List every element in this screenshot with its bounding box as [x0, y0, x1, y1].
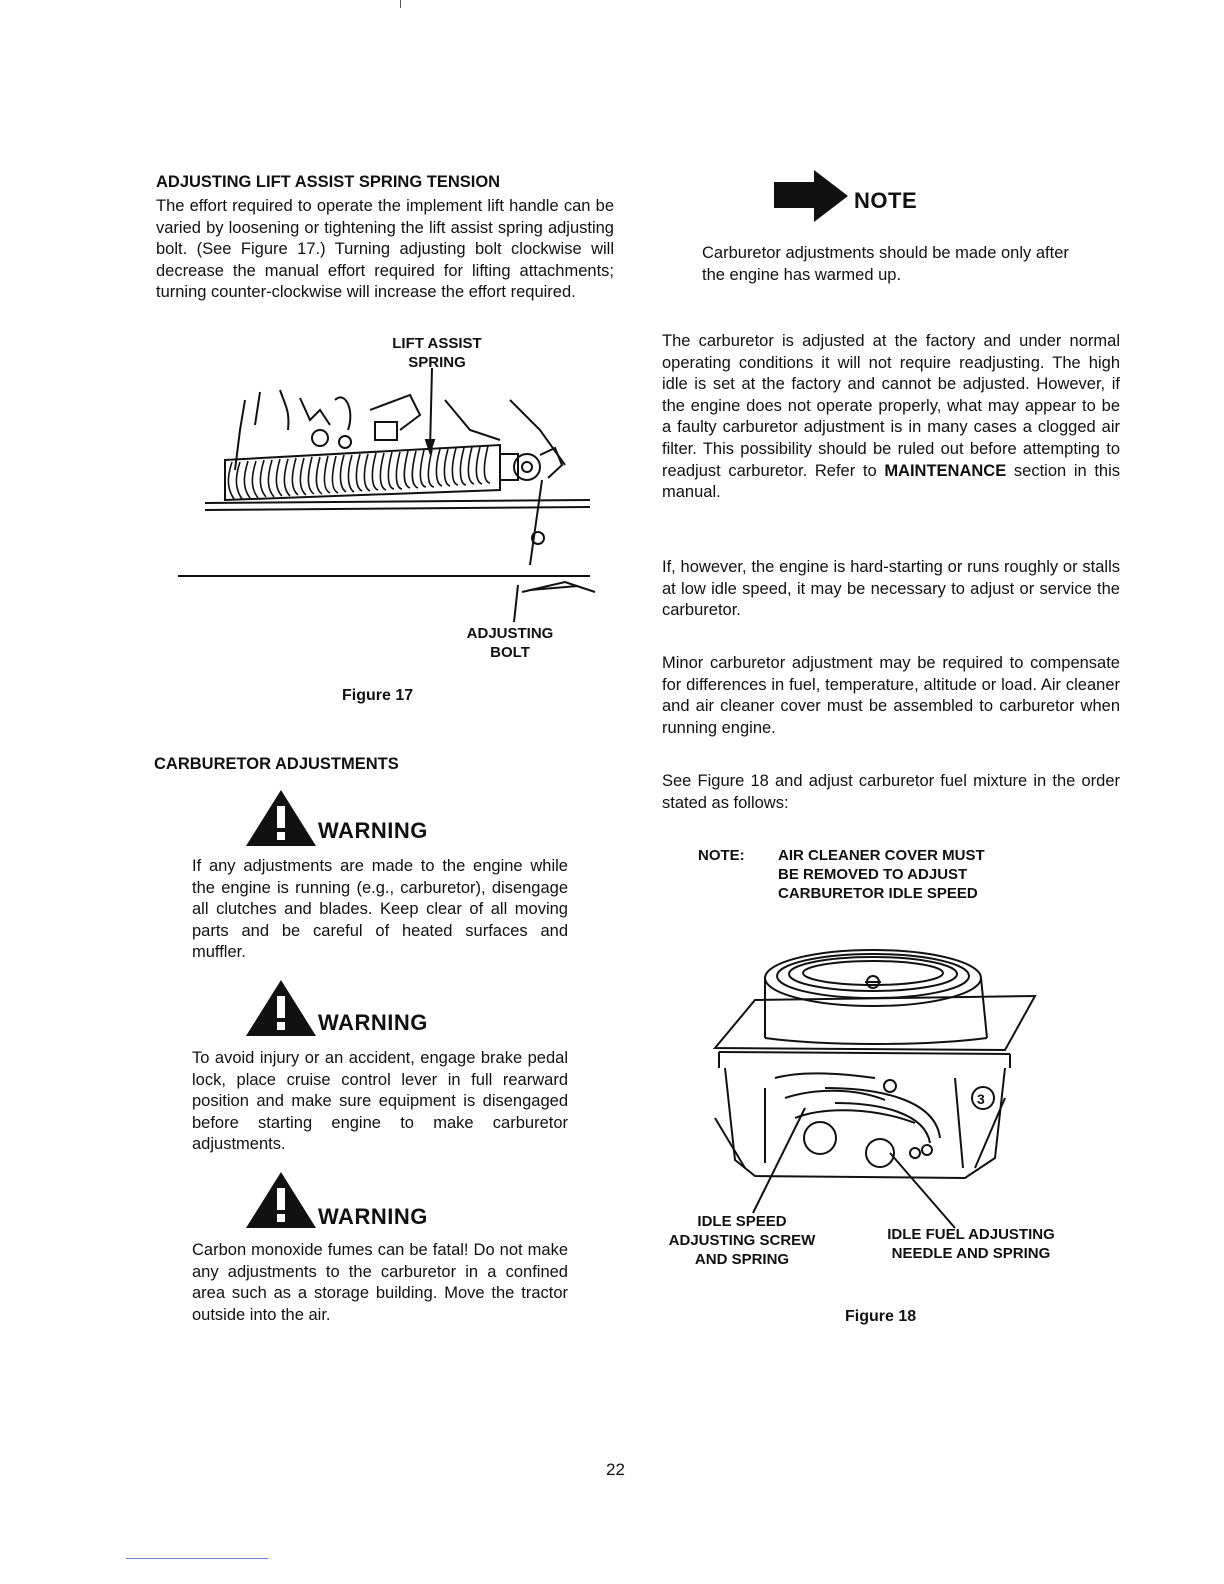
- figure-17-illustration: [170, 370, 600, 630]
- label-idle-speed-line3: AND SPRING: [694, 1251, 790, 1268]
- note-header: [774, 170, 964, 222]
- air-cleaner-note-line3: CARBURETOR IDLE SPEED: [778, 885, 978, 902]
- label-idle-fuel-line1: IDLE FUEL ADJUSTING: [887, 1226, 1055, 1243]
- figure-18-callout-3: 3: [977, 1091, 985, 1107]
- air-cleaner-note: [698, 846, 1058, 908]
- warning-1-text: If any adjustments are made to the engine while the engine is running (e.g., carburetor), disengage all clutches and blades. Keep clear of all moving parts and be careful of heated surfaces and muffler.: [192, 857, 568, 962]
- warning-2-header: [246, 980, 466, 1036]
- label-idle-speed-line2: ADJUSTING SCREW: [668, 1232, 816, 1249]
- air-cleaner-note-label: NOTE:: [698, 847, 745, 864]
- note-text: Carburetor adjustments should be made only after the engine has warmed up.: [702, 244, 1069, 284]
- warning-2-text: To avoid injury or an accident, engage brake pedal lock, place cruise control lever in full rearward position and make sure equipment is disengaged before starting engine to make carburetor adjustments.: [192, 1049, 568, 1154]
- figure-17-caption: Figure 17: [342, 687, 414, 704]
- warning-3-header: [246, 1172, 466, 1228]
- label-idle-fuel-needle: [864, 1225, 1078, 1263]
- air-cleaner-note-line1: AIR CLEANER COVER MUST: [778, 847, 985, 864]
- arrow-right-icon: [774, 170, 848, 222]
- warning-3-title: WARNING: [318, 1204, 428, 1229]
- label-adjusting-bolt-line1: ADJUSTING: [466, 625, 554, 642]
- carburetor-paragraph-1: [662, 331, 1120, 504]
- warning-1-header: [246, 790, 466, 846]
- figure-18-illustration: [705, 938, 1045, 1198]
- label-lift-assist-spring-line2: SPRING: [408, 354, 466, 371]
- label-idle-fuel-line2: NEEDLE AND SPRING: [891, 1245, 1051, 1262]
- carburetor-adjustments-heading: CARBURETOR ADJUSTMENTS: [154, 755, 399, 773]
- lift-assist-body: The effort required to operate the implement lift handle can be varied by loosening or tightening the lift assist spring adjusting bolt. (See Figure 17.) Turning adjusting bolt clockwise will decrease the manual effort required for lifting attachments; turning counter-clockwise will increase the effort required.: [156, 197, 614, 302]
- label-idle-speed-line1: IDLE SPEED: [697, 1213, 787, 1230]
- paragraph-1-text: The carburetor is adjusted at the factory and under normal operating conditions it will not require readjusting. The high idle is set at the factory and cannot be adjusted. However, if the engine does not operate properly, what may appear to be a faulty carburetor adjustment is in many cases a clogged air filter. This possibility should be ruled out before attempting to readjust carburetor. Refer to: [662, 332, 1120, 480]
- maintenance-keyword: MAINTENANCE: [884, 461, 1007, 480]
- air-cleaner-note-line2: BE REMOVED TO ADJUST: [778, 866, 968, 883]
- paragraph-1-text-end: section in this manual.: [662, 461, 1120, 502]
- warning-2-title: WARNING: [318, 1010, 428, 1035]
- carburetor-paragraph-4: See Figure 18 and adjust carburetor fuel mixture in the order stated as follows:: [662, 772, 1120, 812]
- air-cleaner-note-text: [778, 846, 985, 903]
- warning-3-text: Carbon monoxide fumes can be fatal! Do not make any adjustments to the carburetor in a confined area such as a storage building. Move the tractor outside into the air.: [192, 1241, 568, 1324]
- note-title: NOTE: [854, 188, 918, 213]
- warning-1-title: WARNING: [318, 818, 428, 843]
- label-adjusting-bolt: [450, 624, 570, 662]
- warning-triangle-icon: [246, 1172, 316, 1228]
- label-idle-speed-screw: [650, 1212, 834, 1269]
- warning-triangle-icon: [246, 980, 316, 1036]
- label-adjusting-bolt-line2: BOLT: [490, 644, 530, 661]
- figure-18-caption: Figure 18: [845, 1308, 917, 1325]
- carburetor-paragraph-3: Minor carburetor adjustment may be required to compensate for differences in fuel, temperature, altitude or load. Air cleaner and air cleaner cover must be assembled to carburetor when running engine.: [662, 654, 1120, 737]
- label-lift-assist-spring: [372, 334, 502, 372]
- label-lift-assist-spring-line1: LIFT ASSIST: [392, 335, 482, 352]
- scan-mark: [400, 0, 401, 8]
- warning-triangle-icon: [246, 790, 316, 846]
- lift-assist-heading: ADJUSTING LIFT ASSIST SPRING TENSION: [156, 173, 501, 191]
- scan-underline: [126, 1558, 268, 1559]
- carburetor-paragraph-2: If, however, the engine is hard-starting or runs roughly or stalls at low idle speed, it may be necessary to adjust or service the carburetor.: [662, 558, 1120, 620]
- page-number: 22: [606, 1460, 625, 1479]
